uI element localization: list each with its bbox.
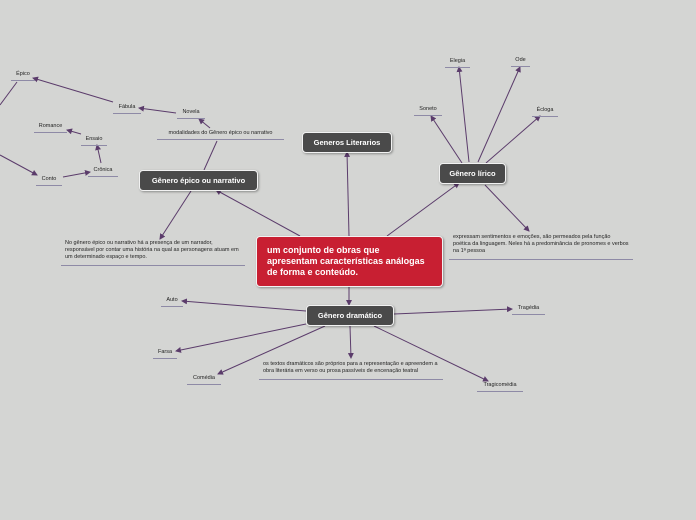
leaf-soneto[interactable]: [414, 106, 442, 116]
leaf-farsa[interactable]: [153, 349, 177, 359]
leaf-auto-label: Auto: [166, 297, 178, 303]
connector-cronica-ensaio: [97, 145, 101, 163]
connector-lirico-ode: [478, 67, 520, 162]
leaf-comedia-label: Comédia: [192, 375, 215, 381]
leaf-ode-label: Ode: [515, 57, 526, 63]
leaf-cronica-label: Crônica: [93, 167, 113, 173]
leaf-novela[interactable]: [177, 109, 205, 119]
connector-novela-fabula: [139, 108, 176, 113]
topic-epico-label: Gênero épico ou narrativo: [151, 176, 246, 185]
connector-lirico-description: [485, 185, 529, 231]
leaf-epico-label: Épico: [16, 71, 30, 77]
leaf-tragedia-label: Tragédia: [517, 305, 540, 311]
leaf-ecloga-label: Écloga: [536, 107, 554, 113]
leaf-cronica[interactable]: [88, 167, 118, 177]
connector-epico-description: [160, 191, 191, 239]
connector-lirico-soneto: [431, 116, 462, 163]
note-lirico-description[interactable]: [449, 234, 633, 260]
connector-offscreen-conto: [0, 155, 37, 175]
topic-genero-lirico[interactable]: [439, 163, 506, 184]
leaf-ecloga[interactable]: [532, 107, 558, 117]
leaf-conto[interactable]: [36, 176, 62, 186]
topic-dramatico-label: Gênero dramático: [317, 311, 383, 320]
leaf-ensaio-label: Ensaio: [85, 136, 103, 142]
connector-modalidades-novela: [199, 119, 210, 128]
topic-genero-dramatico[interactable]: [306, 305, 394, 326]
central-topic-text: um conjunto de obras que apresentam características análogas de forma e conteúdo.: [267, 245, 425, 277]
leaf-conto-label: Conto: [41, 176, 57, 182]
leaf-elegia-label: Elegia: [449, 58, 466, 64]
connector-lirico-elegia: [459, 67, 469, 162]
leaf-modalidades-label: modalidades do Gênero épico ou narrativo: [168, 130, 273, 136]
note-dramatico-text: os textos dramáticos são próprios para a representação e apreendem a obra literária em verso ou prosa passíveis de encenação teatral: [263, 361, 438, 374]
connector-central-generos: [347, 152, 349, 236]
connector-conto-cronica: [63, 172, 90, 177]
note-dramatico-description[interactable]: [259, 361, 443, 380]
topic-generos-label: Generos Literarios: [313, 138, 381, 147]
leaf-tragicomedia[interactable]: [477, 382, 523, 392]
note-lirico-text: expressam sentimentos e emoções, são permeados pela função poética da linguagem. Neles há a predominância de pronomes e verbos na 1ª pessoa: [453, 234, 629, 254]
leaf-romance-label: Romance: [38, 123, 63, 129]
topic-lirico-label: Gênero lírico: [449, 169, 496, 178]
central-topic[interactable]: [256, 236, 443, 287]
leaf-epico[interactable]: [11, 71, 35, 81]
connector-central-lirico: [387, 183, 459, 236]
topic-generos-literarios[interactable]: [302, 132, 392, 153]
leaf-modalidades[interactable]: [157, 130, 284, 140]
leaf-fabula-label: Fábula: [118, 104, 136, 110]
leaf-elegia[interactable]: [445, 58, 470, 68]
leaf-novela-label: Novela: [182, 109, 200, 115]
note-epico-text: No gênero épico ou narrativo há a presença de um narrador, responsável por contar uma história na qual as personagens atuam em um determinado espaço e tempo.: [65, 240, 239, 260]
connector-dramatico-farsa: [176, 324, 306, 351]
leaf-auto[interactable]: [161, 297, 183, 307]
connector-epico-modalidades: [204, 141, 217, 170]
connector-central-epico: [216, 190, 300, 236]
connector-epico-offscreen: [0, 82, 17, 105]
note-epico-description[interactable]: [61, 240, 245, 266]
connector-fabula-epico: [33, 78, 113, 102]
connector-dramatico-description: [350, 326, 351, 358]
leaf-farsa-label: Farsa: [157, 349, 173, 355]
connector-dramatico-tragedia: [394, 309, 512, 314]
leaf-romance[interactable]: [34, 123, 67, 133]
connector-ensaio-romance: [67, 130, 81, 134]
leaf-fabula[interactable]: [113, 104, 141, 114]
leaf-ensaio[interactable]: [81, 136, 107, 146]
leaf-comedia[interactable]: [187, 375, 221, 385]
connector-dramatico-auto: [182, 301, 306, 311]
topic-genero-epico[interactable]: [139, 170, 258, 191]
leaf-soneto-label: Soneto: [419, 106, 437, 112]
leaf-tragedia[interactable]: [512, 305, 545, 315]
leaf-tragicomedia-label: Tragicomédia: [483, 382, 517, 388]
leaf-ode[interactable]: [511, 57, 530, 67]
connector-lirico-ecloga: [486, 116, 540, 163]
